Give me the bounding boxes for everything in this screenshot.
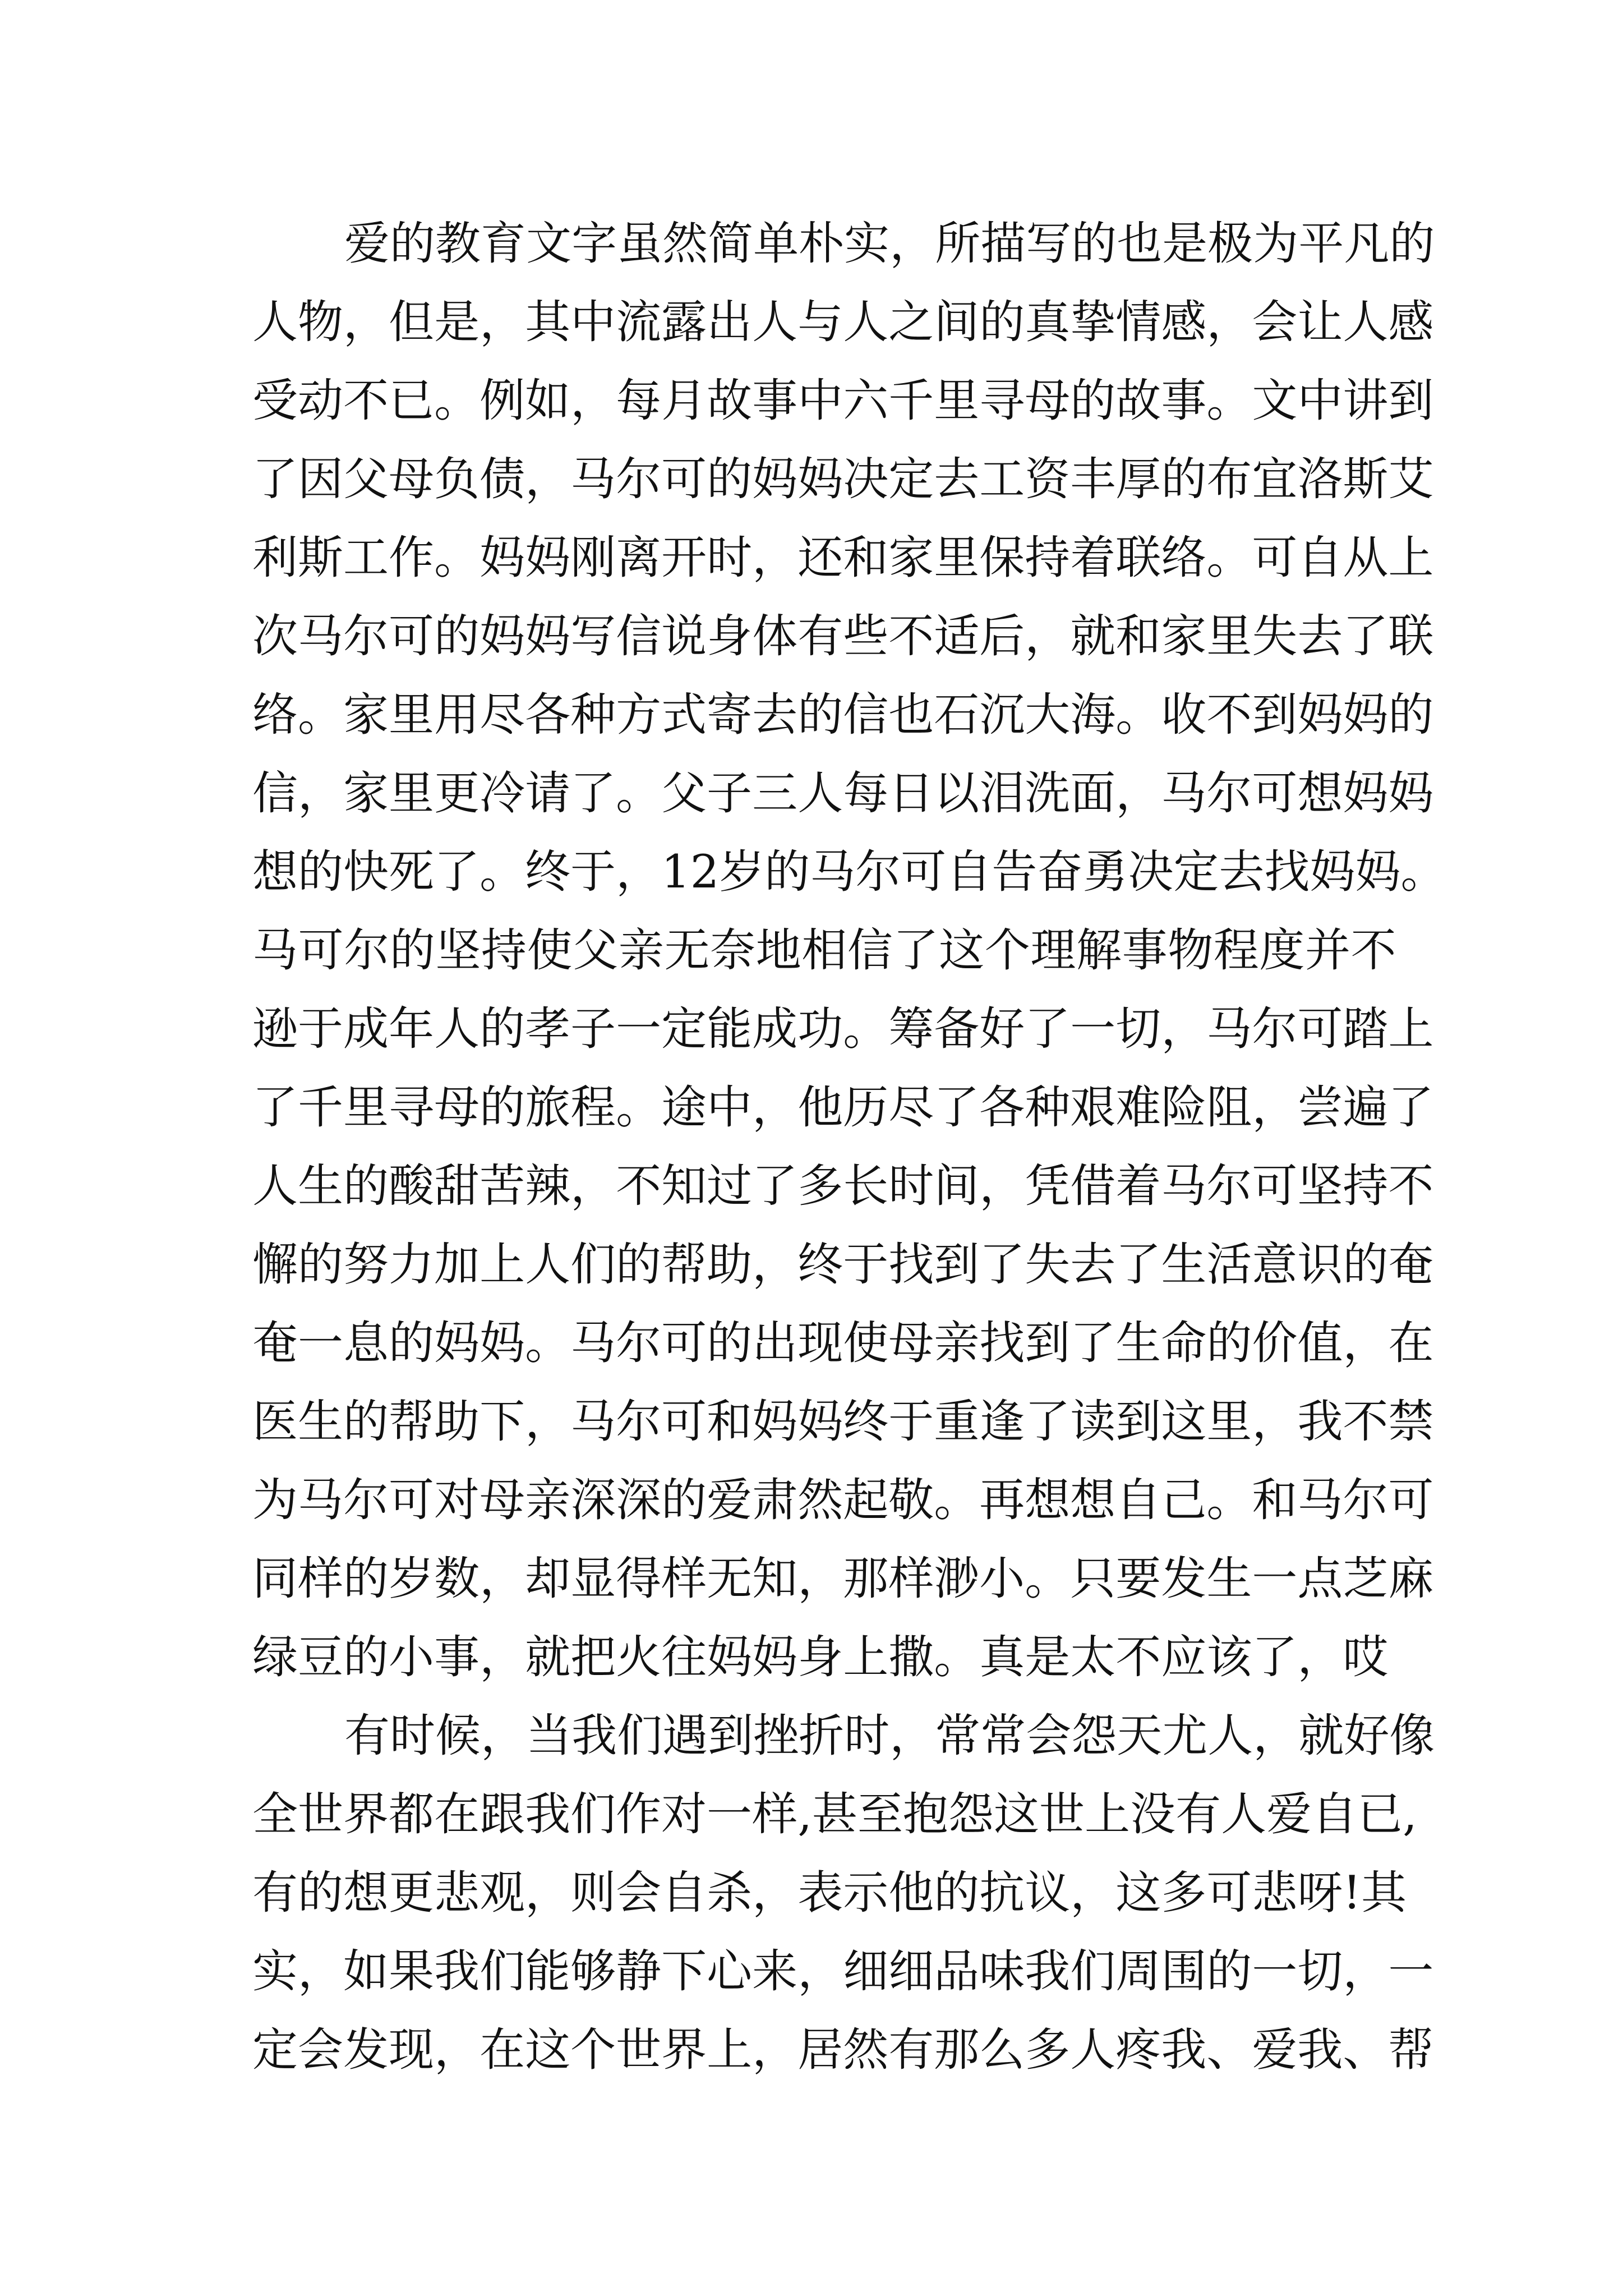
text-line: 马 可 尔 的 坚 持 使 父 亲 无 奈 地 相 信 了 这 个 理 解 事 物 程 度 并 不	[252, 924, 1396, 977]
paragraph-1	[252, 205, 1446, 1697]
text-line: 络 。 家 里 用 尽 各 种 方 式 寄 去 的 信 也 石 沉 大 海 。 收 不 到 妈 妈 的	[252, 689, 1434, 742]
text-line: 信 ， 家 里 更 冷 请 了 。 父 子 三 人 每 日 以 泪 洗 面 ， 马 尔 可 想 妈 妈	[252, 767, 1434, 820]
text-line: 想 的 快 死 了 。 终 于 ， 1 2 岁 的 马 尔 可 自 告 奋 勇 决 定 去 找 妈 妈 。	[252, 846, 1446, 899]
text-line: 了 千 里 寻 母 的 旅 程 。 途 中 ， 他 历 尽 了 各 种 艰 难 险 阻 ， 尝 遍 了	[252, 1082, 1434, 1134]
text-line: 奄 一 息 的 妈 妈 。 马 尔 可 的 出 现 使 母 亲 找 到 了 生 命 的 价 值 ， 在	[252, 1317, 1434, 1370]
text-line: 为 马 尔 可 对 母 亲 深 深 的 爱 肃 然 起 敬 。 再 想 想 自 己 。 和 马 尔 可	[252, 1474, 1434, 1527]
text-line: 有 时 候 ， 当 我 们 遇 到 挫 折 时 ， 常 常 会 怨 天 尤 人 ， 就 好 像	[344, 1710, 1435, 1763]
text-line: 有 的 想 更 悲 观 ， 则 会 自 杀 ， 表 示 他 的 抗 议 ， 这 多 可 悲 呀 ! 其	[252, 1867, 1407, 1920]
text-line: 次 马 尔 可 的 妈 妈 写 信 说 身 体 有 些 不 适 后 ， 就 和 家 里 失 去 了 联	[252, 610, 1434, 663]
text-line: 利 斯 工 作 。 妈 妈 刚 离 开 时 ， 还 和 家 里 保 持 着 联 络 。 可 自 从 上	[252, 532, 1434, 585]
text-line: 同 样 的 岁 数 ， 却 显 得 样 无 知 ， 那 样 渺 小 。 只 要 发 生 一 点 芝 麻	[252, 1553, 1434, 1605]
paragraph-2	[252, 1697, 1435, 2090]
text-line: 逊 于 成 年 人 的 孝 子 一 定 能 成 功 。 筹 备 好 了 一 切 ， 马 尔 可 踏 上	[252, 1003, 1434, 1056]
text-line: 医 生 的 帮 助 下 ， 马 尔 可 和 妈 妈 终 于 重 逢 了 读 到 这 里 ， 我 不 禁	[252, 1396, 1434, 1448]
text-line: 懈 的 努 力 加 上 人 们 的 帮 助 ， 终 于 找 到 了 失 去 了 生 活 意 识 的 奄	[252, 1239, 1434, 1291]
text-line: 人 物 ， 但 是 ， 其 中 流 露 出 人 与 人 之 间 的 真 挚 情 感 ， 会 让 人 感	[252, 296, 1434, 349]
text-line: 受 动 不 已 。 例 如 ， 每 月 故 事 中 六 千 里 寻 母 的 故 事 。 文 中 讲 到	[252, 375, 1434, 427]
text-line: 定 会 发 现 ， 在 这 个 世 界 上 ， 居 然 有 那 么 多 人 疼 我 、 爱 我 、 帮	[252, 2024, 1434, 2077]
text-line: 绿 豆 的 小 事 ， 就 把 火 往 妈 妈 身 上 撒 。 真 是 太 不 应 该 了 ， 哎	[252, 1631, 1389, 1684]
text-line: 人 生 的 酸 甜 苦 辣 ， 不 知 过 了 多 长 时 间 ， 凭 借 着 马 尔 可 坚 持 不	[252, 1160, 1434, 1213]
text-line: 了 因 父 母 负 债 ， 马 尔 可 的 妈 妈 决 定 去 工 资 丰 厚 的 布 宜 洛 斯 艾	[252, 453, 1434, 506]
text-line: 实 ， 如 果 我 们 能 够 静 下 心 来 ， 细 细 品 味 我 们 周 围 的 一 切 ， 一	[252, 1945, 1434, 1998]
text-line: 爱 的 教 育 文 字 虽 然 简 单 朴 实 ， 所 描 写 的 也 是 极 为 平 凡 的	[344, 218, 1435, 270]
text-line: 全 世 界 都 在 跟 我 们 作 对 一 样 , 甚 至 抱 怨 这 世 上 没 有 人 爱 自 已 ,	[252, 1788, 1417, 1841]
